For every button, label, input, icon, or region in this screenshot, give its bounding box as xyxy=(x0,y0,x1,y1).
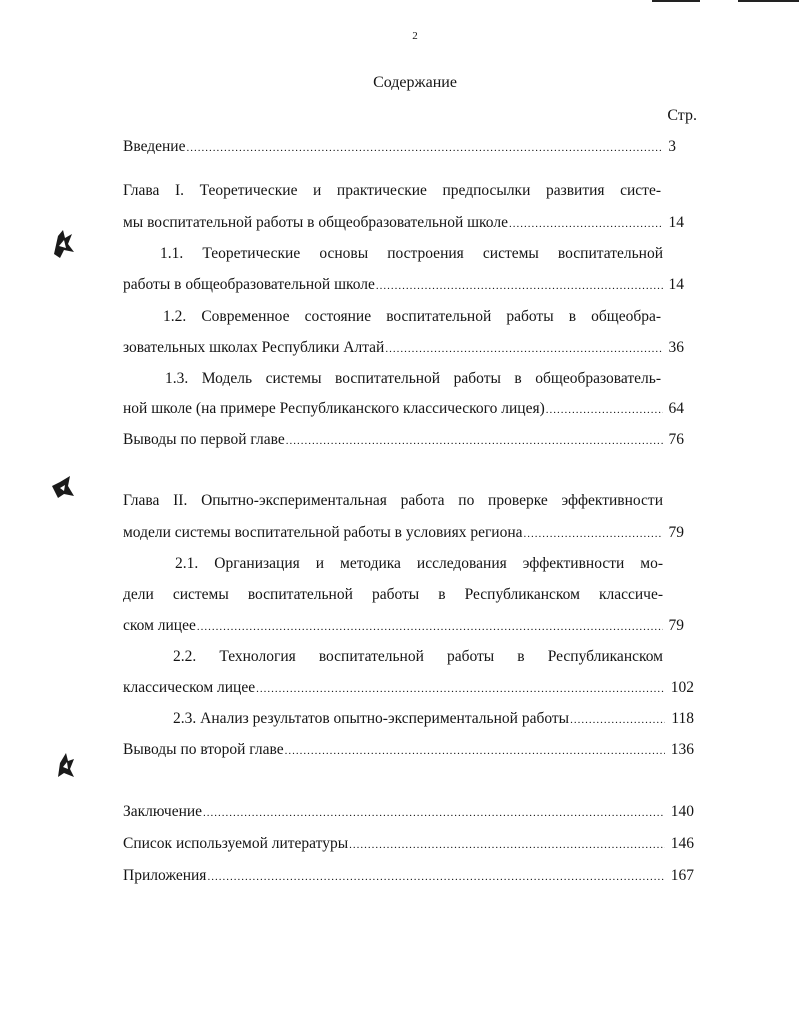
toc-section-2-2-line1: 2.2. Технология воспитательной работы в Республиканском xyxy=(173,648,663,665)
leader-dots xyxy=(203,803,665,822)
toc-chapter-2-line1: Глава II. Опытно-экспериментальная работа по проверке эффективности xyxy=(123,492,663,509)
punch-hole-mark-middle xyxy=(50,474,76,508)
toc-page-number: 146 xyxy=(670,835,694,852)
toc-entry-text: Введение xyxy=(123,138,186,155)
leader-dots xyxy=(349,835,665,854)
toc-section-2-1-line1: 2.1. Организация и методика исследования эффективности мо- xyxy=(175,555,663,572)
toc-page-number: 36 xyxy=(668,339,684,356)
page-number: 2 xyxy=(412,30,418,42)
toc-entry-text: Выводы по второй главе xyxy=(123,741,284,758)
leader-dots xyxy=(207,867,664,886)
punch-hole-mark-top xyxy=(50,226,76,260)
leader-dots xyxy=(186,138,662,157)
toc-section-1-3-line1: 1.3. Модель системы воспитательной работы в общеобразователь- xyxy=(165,370,661,387)
leader-dots xyxy=(524,524,663,543)
toc-entry-conclusions-ch2 xyxy=(123,740,694,760)
leader-dots xyxy=(385,339,662,358)
toc-page-number: 167 xyxy=(670,867,694,884)
toc-entry-text: Список используемой литературы xyxy=(123,835,349,852)
toc-entry-intro xyxy=(123,137,676,157)
toc-entry-text: ной школе (на примере Республиканского классического лицея) xyxy=(123,400,545,417)
toc-page-number: 102 xyxy=(670,679,694,696)
toc-entry-conclusions-ch1 xyxy=(123,430,684,450)
page-column-header: Стр. xyxy=(667,107,697,124)
toc-section-1-3-line2 xyxy=(123,399,684,419)
toc-page-number: 64 xyxy=(668,400,684,417)
leader-dots xyxy=(285,741,665,760)
toc-section-2-1-line2: дели системы воспитательной работы в Республиканском классиче- xyxy=(123,586,663,603)
toc-page-number: 76 xyxy=(668,431,684,448)
leader-dots xyxy=(286,431,663,450)
leader-dots xyxy=(546,400,663,419)
scan-edge-rule-right xyxy=(738,0,799,2)
toc-page-number: 14 xyxy=(668,214,684,231)
toc-page-number: 140 xyxy=(670,803,694,820)
toc-section-1-2-line1: 1.2. Современное состояние воспитательной работы в общеобра- xyxy=(163,308,661,325)
toc-page-number: 79 xyxy=(668,617,684,634)
toc-section-2-3 xyxy=(173,709,694,729)
toc-entry-text: мы воспитательной работы в общеобразовательной школе xyxy=(123,214,508,231)
toc-page-number: 14 xyxy=(668,276,684,293)
leader-dots xyxy=(509,214,663,233)
toc-page-number: 136 xyxy=(670,741,694,758)
punch-hole-mark-bottom xyxy=(52,747,78,781)
leader-dots xyxy=(197,617,663,636)
toc-section-1-2-line2 xyxy=(123,338,684,358)
toc-chapter-1-line1: Глава I. Теоретические и практические предпосылки развития систе- xyxy=(123,182,661,199)
toc-section-1-1-line2 xyxy=(123,275,684,295)
toc-entry-appendices xyxy=(123,866,694,886)
toc-entry-bibliography xyxy=(123,834,694,854)
toc-entry-conclusion xyxy=(123,802,694,822)
toc-title: Содержание xyxy=(373,74,457,91)
leader-dots xyxy=(376,276,663,295)
toc-page-number: 118 xyxy=(671,710,694,727)
leader-dots xyxy=(570,710,665,729)
toc-entry-text: модели системы воспитательной работы в условиях региона xyxy=(123,524,523,541)
toc-entry-text: ском лицее xyxy=(123,617,196,634)
toc-entry-text: Приложения xyxy=(123,867,207,884)
toc-section-1-1-line1: 1.1. Теоретические основы построения системы воспитательной xyxy=(160,245,663,262)
toc-entry-text: 2.3. Анализ результатов опытно-экспериментальной работы xyxy=(173,710,570,727)
leader-dots xyxy=(256,679,665,698)
toc-chapter-1-line2 xyxy=(123,213,684,233)
scan-edge-rule-left xyxy=(652,0,700,2)
toc-page-number: 3 xyxy=(668,138,676,155)
toc-section-2-1-line3 xyxy=(123,616,684,636)
toc-section-2-2-line2 xyxy=(123,678,694,698)
toc-chapter-2-line2 xyxy=(123,523,684,543)
toc-entry-text: Заключение xyxy=(123,803,203,820)
toc-entry-text: работы в общеобразовательной школе xyxy=(123,276,375,293)
toc-entry-text: Выводы по первой главе xyxy=(123,431,285,448)
toc-page-number: 79 xyxy=(668,524,684,541)
toc-entry-text: зовательных школах Республики Алтай xyxy=(123,339,385,356)
toc-entry-text: классическом лицее xyxy=(123,679,256,696)
